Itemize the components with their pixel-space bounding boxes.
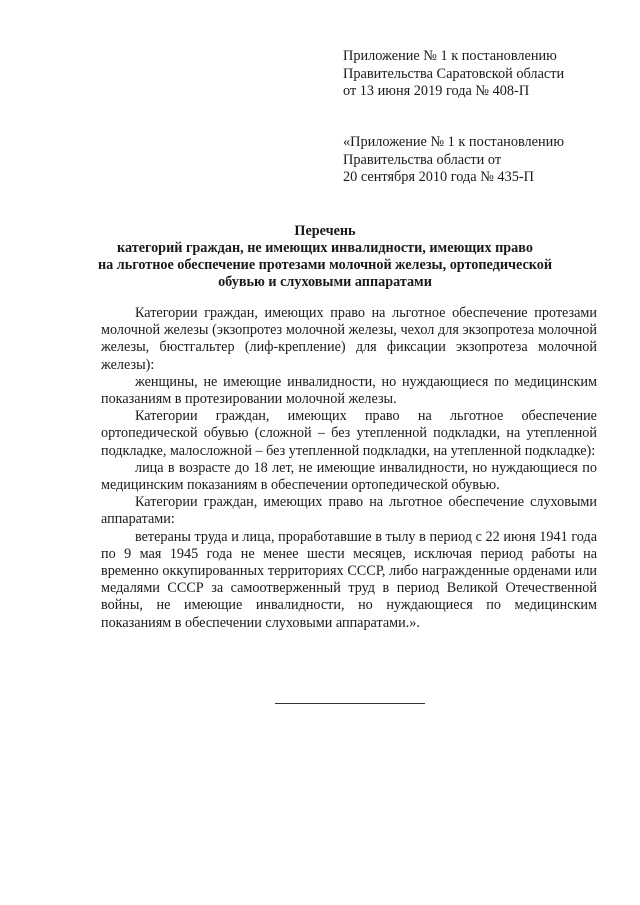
appendix-header-line: от 13 июня 2019 года № 408-П [343,83,530,99]
original-appendix-header [343,134,564,187]
original-appendix-header-line: «Приложение № 1 к постановлению [343,134,565,150]
paragraph-orthopedic-shoes-category: Категории граждан, имеющих право на льготное обеспечение ортопедической обувью (сложной – без утепленной подкладки, на утепленной подкладке, малосложной – без утепленной подкладки, на утепленной подкладке): [101,408,597,459]
paragraph-hearing-aids-category: Категории граждан, имеющих право на льготное обеспечение слуховыми аппаратами: [101,494,597,528]
document-title [90,223,560,291]
title-line: категорий граждан, не имеющих инвалидности, имеющих право [117,240,533,256]
appendix-header [343,48,564,101]
document-body [101,305,597,632]
original-appendix-header-line: Правительства области от [343,151,502,168]
appendix-header-line: Приложение № 1 к постановлению [343,48,557,64]
paragraph-women: женщины, не имеющие инвалидности, но нуждающиеся по медицинским показаниям в протезировании молочной железы. [101,373,597,408]
closing-divider [275,703,425,704]
paragraph-veterans: ветераны труда и лица, проработавшие в тылу в период с 22 июня 1941 года по 9 мая 1945 года не менее шести месяцев, исключая период работы на временно оккупированных территориях СССР, либо награжденные орденами или медалями СССР за самоотверженный труд в период Великой Отечественной войны, не имеющие инвалидности, но нуждающиеся по медицинским показаниям в обеспечении слуховыми аппаратами.». [101,528,597,631]
title-line: на льготное обеспечение протезами молочной железы, ортопедической [97,257,553,273]
paragraph-minors: лица в возрасте до 18 лет, не имеющие инвалидности, но нуждающиеся по медицинским показаниям в обеспечении ортопедической обувью. [101,459,597,494]
original-appendix-header-line: 20 сентября 2010 года № 435-П [343,169,534,185]
appendix-header-line: Правительства Саратовской области [343,65,565,82]
paragraph-breast-prostheses-category: Категории граждан, имеющих право на льготное обеспечение протезами молочной железы (экзопротез молочной железы, чехол для экзопротеза молочной железы, бюстгальтер (лиф-крепление) для фиксации экзопротеза молочной железы): [101,305,597,373]
title-line: обувью и слуховыми аппаратами [218,274,432,290]
title-line: Перечень [294,223,356,239]
